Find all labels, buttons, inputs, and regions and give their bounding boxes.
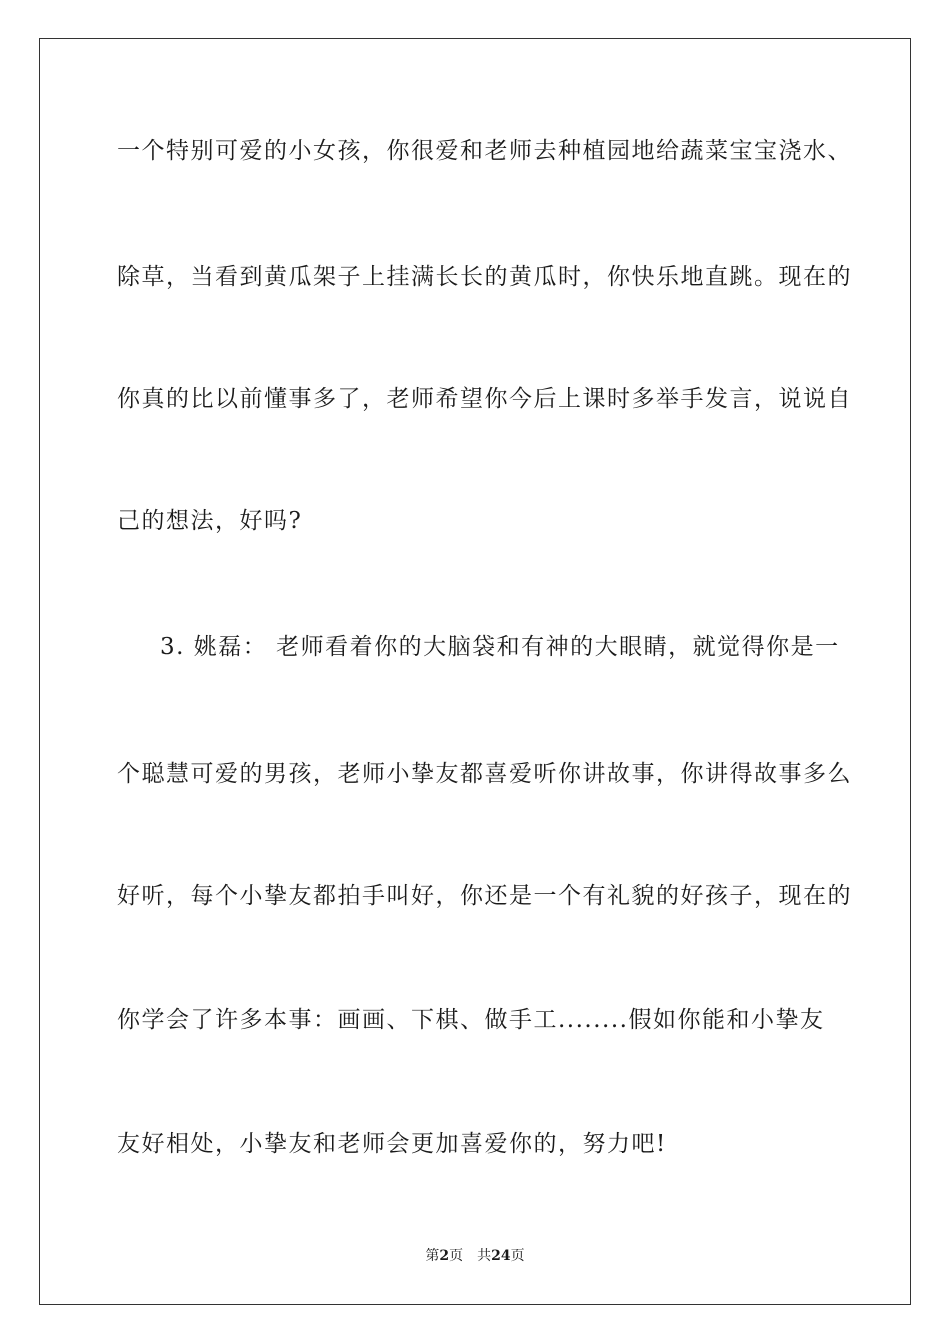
page-unit: 页 <box>449 1248 464 1264</box>
text-line-4: 己的想法，好吗? <box>117 508 303 534</box>
page-border <box>39 38 911 1305</box>
text-line-7: 好听，每个小挚友都拍手叫好，你还是一个有礼貌的好孩子，现在的 <box>117 883 852 909</box>
text-line-8: 你学会了许多本事：画画、下棋、做手工........假如你能和小挚友 <box>117 1007 825 1033</box>
text-line-1: 一个特别可爱的小女孩，你很爱和老师去种植园地给蔬菜宝宝浇水、 <box>117 138 852 164</box>
page-footer <box>0 1246 950 1266</box>
text-line-3: 你真的比以前懂事多了，老师希望你今后上课时多举手发言，说说自 <box>117 386 852 412</box>
page-prefix: 第 <box>425 1248 440 1264</box>
total-prefix: 共 <box>477 1248 492 1264</box>
page-total: 24 <box>491 1248 511 1264</box>
text-line-2: 除草，当看到黄瓜架子上挂满长长的黄瓜时，你快乐地直跳。现在的 <box>117 264 852 290</box>
text-line-6: 个聪慧可爱的男孩，老师小挚友都喜爱听你讲故事，你讲得故事多么 <box>117 761 852 787</box>
total-unit: 页 <box>510 1248 525 1264</box>
page-current: 2 <box>439 1248 450 1264</box>
text-line-9: 友好相处，小挚友和老师会更加喜爱你的，努力吧! <box>117 1131 667 1157</box>
text-line-5: 3. 姚磊： 老师看着你的大脑袋和有神的大眼睛，就觉得你是一 <box>160 634 840 660</box>
